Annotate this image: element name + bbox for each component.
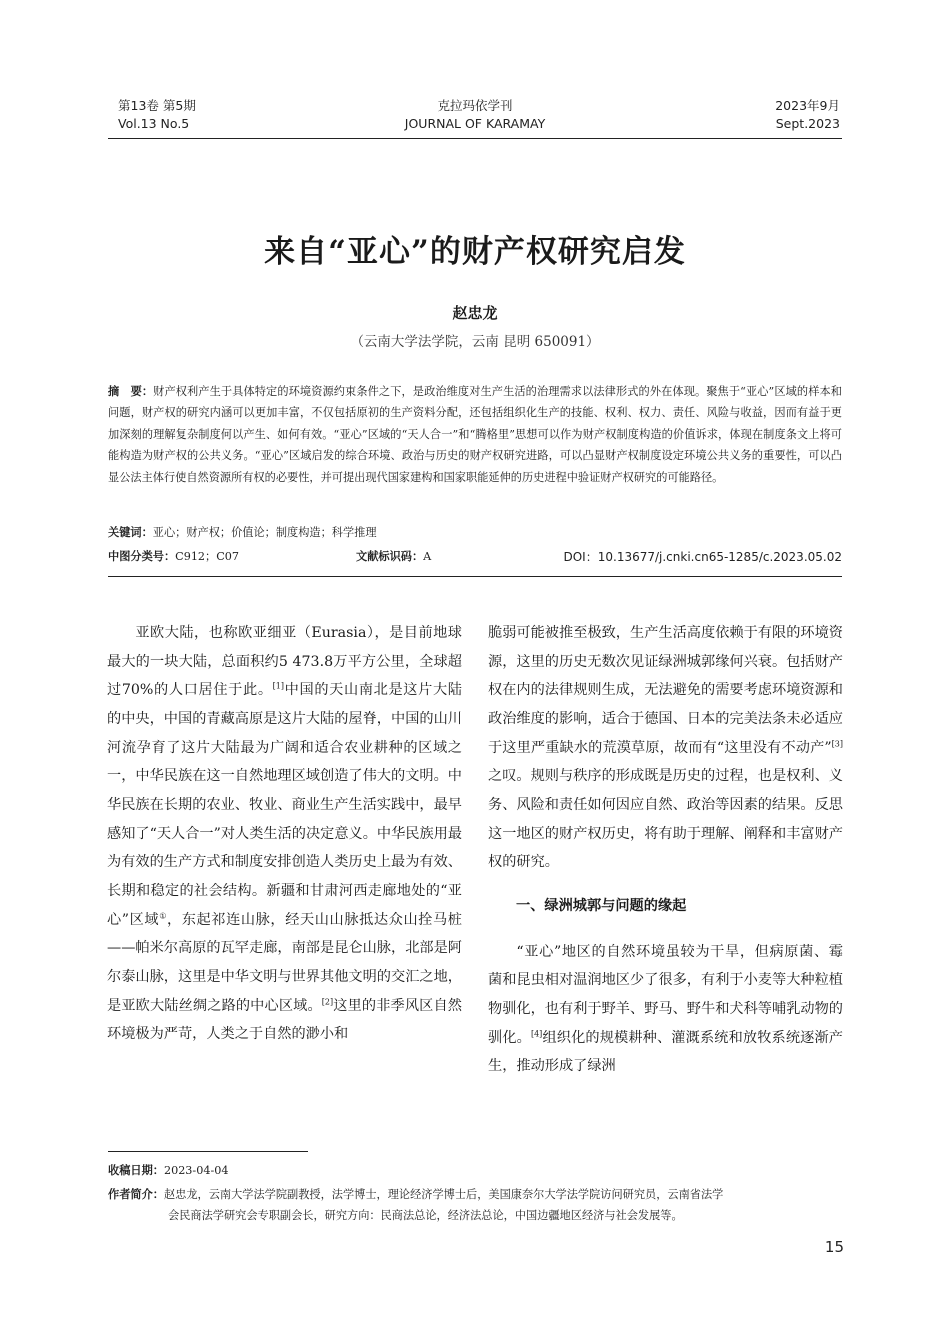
author-bio — [108, 1184, 844, 1226]
body-text: 组织化的规模耕种、灌溉系统和放牧系统逐渐产生，推动形成了绿洲 — [488, 1029, 843, 1075]
publication-date-cn: 2023年9月 — [775, 98, 840, 113]
author-bio-label: 作者简介： — [108, 1188, 164, 1201]
author-affiliation: （云南大学法学院，云南 昆明 650091） — [350, 334, 600, 350]
body-text: 脆弱可能被推至极致，生产生活高度依赖于有限的环境资源，这里的历史无数次见证绿洲城郭缘何兴衰。包括财产权在内的法律规则生成，无法避免的需要考虑环境资源和政治维度的影响，适合于德国、日本的完美法条未必适应于这里严重缺水的荒漠草原，故而有“这里没有不动产” — [488, 625, 843, 756]
abstract-text: 财产权利产生于具体特定的环境资源约束条件之下，是政治维度对生产生活的治理需求以法律形式的外在体现。聚焦于“亚心”区域的样本和问题，财产权的研究内涵可以更加丰富，不仅包括原初的生产资料分配，还包括组织化生产的技能、权利、权力、责任、风险与收益，因而有益于更加深刻的理解复杂制度何以产生、如何有效。“亚心”区域的“天人合一”和“腾格里”思想可以作为财产权制度构造的价值诉求，体现在制度条文上将可能构造为财产权的公共义务。“亚心”区域启发的综合环境、政治与历史的财产权研究进路，可以凸显财产权制度设定环境公共义务的重要性，可以凸显公法主体行使自然资源所有权的必要性，并可提出现代国家建构和国家职能延伸的历史进程中验证财产权研究的可能路径。 — [108, 385, 842, 484]
body-column-left — [107, 619, 462, 1049]
page-number: 15 — [824, 1238, 844, 1256]
received-value: 2023-04-04 — [163, 1164, 229, 1177]
journal-name-cn: 克拉玛依学刊 — [437, 98, 513, 113]
clc-value: C912；C07 — [175, 550, 240, 563]
citation-ref[interactable]: [2] — [321, 996, 334, 1006]
footnote-divider — [108, 1151, 308, 1152]
citation-ref[interactable]: [4] — [530, 1028, 543, 1038]
journal-name-en: JOURNAL OF KARAMAY — [404, 116, 546, 131]
body-text: 中国的天山南北是这片大陆的中央，中国的青藏高原是这片大陆的屋脊，中国的山川河流孕育了这片大陆最为广阔和适合农业耕种的区域之一，中华民族在这一自然地理区域创造了伟大的文明。中华民族在长期的农业、牧业、商业生产生活实践中，最早感知了“天人合一”对人类生活的决定意义。中华民族用最为有效的生产方式和制度安排创造人类历史上最为有效、长期和稳定的社会结构。新疆和甘肃河西走廊地处的“亚心”区域 — [107, 682, 463, 928]
abstract-divider — [108, 576, 842, 577]
author-name: 赵忠龙 — [452, 304, 498, 322]
author-bio-line2: 会民商法学研究会专职副会长，研究方向：民商法总论，经济法总论，中国边疆地区经济与社会发展等。 — [168, 1209, 683, 1222]
keywords — [108, 524, 377, 540]
clc-number — [108, 548, 239, 564]
body-column-right — [488, 619, 843, 1081]
keywords-label: 关键词： — [108, 526, 153, 539]
received-label: 收稿日期： — [108, 1164, 164, 1177]
paragraph — [488, 619, 843, 877]
author-bio-line1: 赵忠龙，云南大学法学院副教授，法学博士，理论经济学博士后，美国康奈尔大学法学院访问研究员，云南省法学 — [163, 1188, 724, 1201]
document-code — [356, 548, 431, 564]
body-text: 之叹。规则与秩序的形成既是历史的过程，也是权利、义务、风险和责任如何因应自然、政治等因素的结果。反思这一地区的财产权历史，将有助于理解、阐释和丰富财产权的研究。 — [488, 768, 843, 871]
citation-ref[interactable]: [3] — [831, 738, 843, 748]
issue-info — [118, 97, 196, 133]
body-text: 亚欧大陆，也称欧亚细亚（Eurasia），是目前地球最大的一块大陆，总面积约5 473.8万平方公里，全球超过70%的人口居住于此。 — [107, 625, 462, 699]
body-text: “亚心”地区的自然环境虽较为干旱，但病原菌、霉菌和昆虫相对温润地区少了很多，有利于小麦等大种粒植物驯化，也有利于野羊、野马、野牛和犬科等哺乳动物的驯化。 — [488, 943, 843, 1046]
paragraph — [488, 938, 843, 1081]
body-text: ，东起祁连山脉，经天山山脉抵达众山拴马桩——帕米尔高原的瓦罕走廊，南部是昆仑山脉，北部是阿尔泰山脉，这里是中华文明与世界其他文明的交汇之地，是亚欧大陆丝绸之路的中心区域。 — [107, 911, 462, 1014]
doi-value[interactable]: 10.13677/j.cnki.cn65-1285/c.2023.05.02 — [597, 550, 842, 564]
keywords-text: 亚心；财产权；价值论；制度构造；科学推理 — [152, 526, 377, 539]
document-code-value: A — [423, 550, 432, 563]
publication-date-en: Sept.2023 — [775, 116, 840, 131]
header-divider — [108, 138, 842, 139]
journal-name — [330, 97, 620, 133]
issue-info-cn: 第13卷 第5期 — [118, 98, 196, 113]
issue-info-en: Vol.13 No.5 — [118, 116, 190, 131]
citation-ref[interactable]: [1] — [272, 681, 285, 691]
abstract-label: 摘 要： — [108, 385, 154, 398]
article-title: 来自“亚心”的财产权研究启发 — [264, 234, 686, 270]
body-text: 这里的非季风区自然环境极为严苛，人类之于自然的渺小和 — [107, 997, 462, 1043]
section-heading: 一、绿洲城郭与问题的缘起 — [516, 897, 687, 914]
clc-label: 中图分类号： — [108, 550, 176, 563]
doi[interactable] — [564, 548, 843, 565]
publication-date — [775, 97, 840, 133]
received-date — [108, 1160, 844, 1181]
abstract — [108, 381, 842, 488]
footnote-ref[interactable]: ① — [159, 910, 167, 920]
paragraph — [107, 619, 462, 1049]
doi-label: DOI： — [563, 550, 598, 564]
document-code-label: 文献标识码： — [356, 550, 424, 563]
